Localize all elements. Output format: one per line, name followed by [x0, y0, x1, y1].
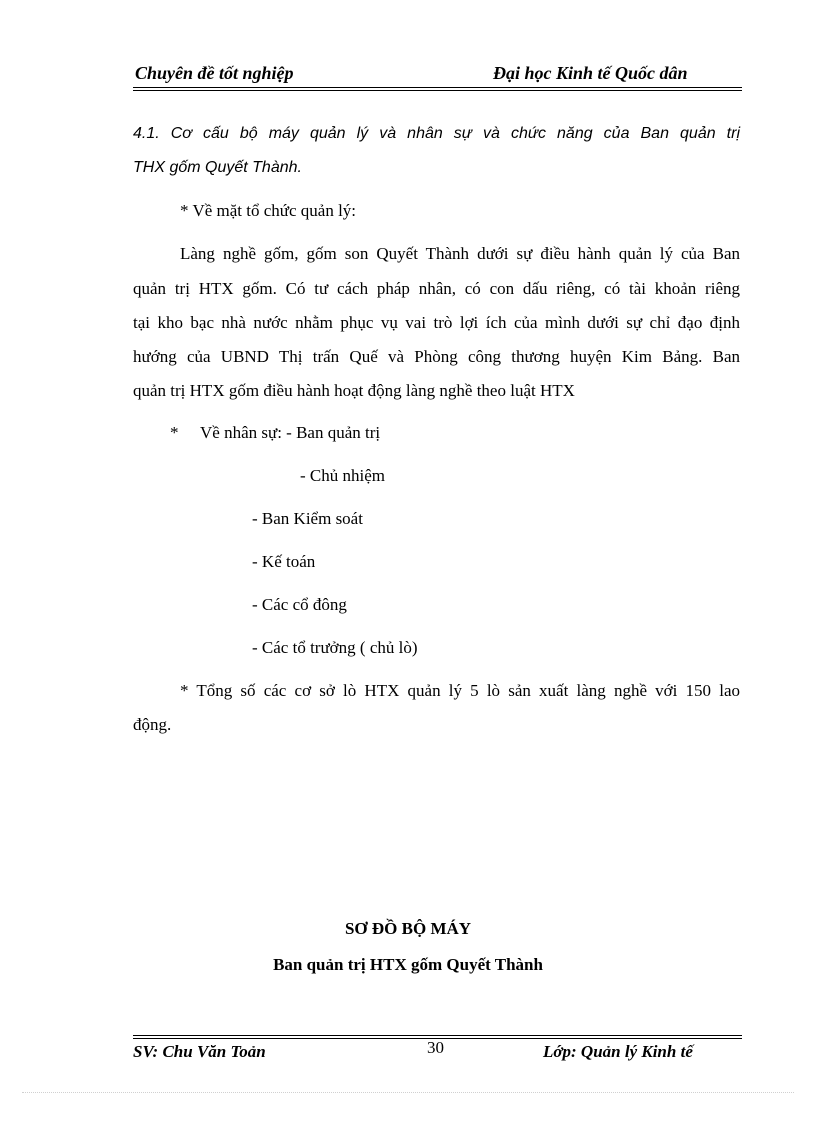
paragraph-line: Làng nghề gốm, gốm son Quyết Thành dưới sự điều hành quản lý của Ban	[180, 244, 740, 263]
footer-rule-top	[133, 1035, 742, 1036]
org-management-label: * Về mặt tổ chức quản lý:	[180, 201, 357, 220]
paragraph-line: quản trị HTX gốm. Có tư cách pháp nhân, có con dấu riêng, có tài khoản riêng	[133, 279, 740, 298]
paragraph-line: hướng của UBND Thị trấn Quế và Phòng công thương huyện Kim Bảng. Ban	[133, 347, 740, 366]
section-heading-line-2: THX gốm Quyết Thành.	[133, 159, 302, 176]
paragraph-line: tại kho bạc nhà nước nhằm phục vụ vai trò lợi ích của mình dưới sự chỉ đạo định	[133, 313, 740, 332]
total-line-1: * Tổng số các cơ sở lò HTX quản lý 5 lò sản xuất làng nghề với 150 lao	[180, 681, 740, 700]
header-left-title: Chuyên đề tốt nghiệp	[135, 63, 294, 83]
total-line-2: động.	[133, 715, 172, 734]
staff-item-team-leaders: - Các tổ trưởng ( chủ lò)	[252, 638, 418, 657]
section-heading-line-1: 4.1. Cơ cấu bộ máy quản lý và nhân sự và chức năng của Ban quản trị	[133, 125, 740, 142]
footer-class-name: Lớp: Quản lý Kinh tế	[543, 1042, 693, 1061]
staff-bullet: *	[170, 423, 179, 442]
diagram-title: SƠ ĐỒ BỘ MÁY	[344, 919, 472, 938]
staff-label: Về nhân sự: - Ban quản trị	[200, 423, 381, 442]
staff-item-shareholders: - Các cổ đông	[252, 595, 347, 614]
staff-item-accountant: - Kế toán	[252, 552, 316, 571]
header-rule-bottom	[133, 90, 742, 91]
footer-student-name: SV: Chu Văn Toản	[133, 1042, 266, 1061]
header-rule-top	[133, 87, 742, 88]
header-right-title: Đại học Kinh tế Quốc dân	[493, 63, 688, 83]
staff-item-chairman: - Chủ nhiệm	[300, 466, 385, 485]
page-bottom-divider	[22, 1092, 794, 1093]
paragraph-line: quản trị HTX gốm điều hành hoạt động làng nghề theo luật HTX	[133, 381, 575, 400]
staff-item-supervisory-board: - Ban Kiểm soát	[252, 509, 363, 528]
diagram-subtitle: Ban quản trị HTX gốm Quyết Thành	[273, 955, 543, 974]
page-number: 30	[427, 1038, 444, 1057]
